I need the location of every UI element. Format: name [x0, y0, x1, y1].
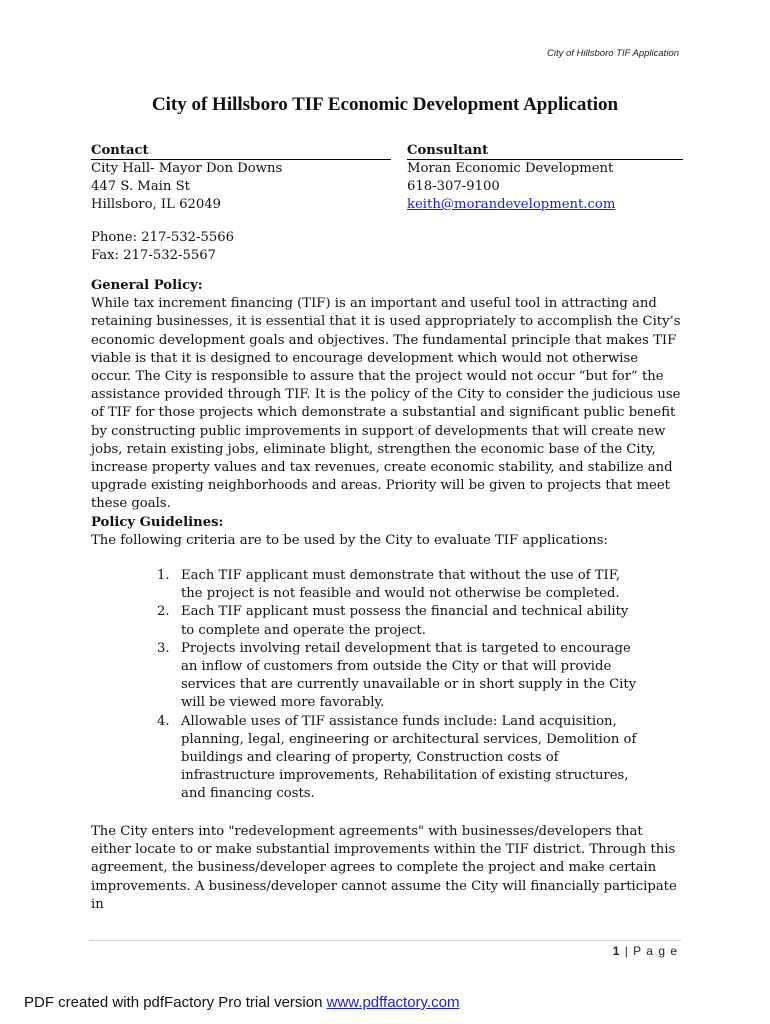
- consultant-block: [407, 142, 687, 214]
- contact-block: [91, 142, 391, 214]
- pdffactory-link[interactable]: www.pdffactory.com: [326, 994, 460, 1011]
- policy-guidelines-section: [91, 514, 681, 550]
- list-item: [157, 713, 641, 804]
- page-number-value: 1: [612, 944, 621, 958]
- general-policy-section: [91, 277, 681, 514]
- footer-divider: [89, 940, 681, 941]
- criteria-list: [157, 567, 641, 804]
- contact-heading: Contact: [91, 142, 391, 160]
- contact-line: Hillsboro, IL 62049: [91, 197, 222, 212]
- list-item: [157, 567, 641, 603]
- pdf-creator-note: [24, 994, 459, 1011]
- pdf-note-text: PDF created with pdfFactory Pro trial version: [24, 994, 327, 1011]
- list-item-text: Projects involving retail development that is targeted to encourage an inflow of customers from outside the City or that will provide services that are currently unavailable or in short supply in the City will be viewed more favorably.: [181, 640, 637, 711]
- policy-guidelines-heading: Policy Guidelines:: [91, 515, 224, 530]
- page-label: | P a g e: [624, 944, 678, 958]
- consultant-phone: 618-307-9100: [407, 179, 500, 194]
- list-item: [157, 640, 641, 713]
- page-number: [613, 944, 678, 958]
- closing-paragraph: The City enters into "redevelopment agreements" with businesses/developers that either locate to or make substantial improvements within the TIF district. Through this agreement, the business/developer agrees to complete the project and make certain improvements. A business/developer cannot assume the City will financially participate in: [91, 824, 677, 912]
- list-item: [157, 603, 641, 639]
- list-item-text: Each TIF applicant must demonstrate that without the use of TIF, the project is not feasible and would not otherwise be completed.: [181, 568, 621, 602]
- list-item-number: 4.: [157, 713, 170, 729]
- list-item-text: Allowable uses of TIF assistance funds include: Land acquisition, planning, legal, engineering or architectural services, Demolition of buildings and clearing of property, Construction costs of infrastructure improvements, Rehabilitation of existing structures, and financing costs.: [181, 713, 637, 802]
- contact-fax: Fax: 217-532-5567: [91, 248, 217, 263]
- contact-phone: Phone: 217-532-5566: [91, 230, 235, 245]
- contact-line: 447 S. Main St: [91, 179, 190, 194]
- page-title: City of Hillsboro TIF Economic Development Application: [151, 94, 619, 115]
- consultant-email-link[interactable]: keith@morandevelopment.com: [407, 197, 616, 212]
- running-header: City of Hillsboro TIF Application: [547, 48, 679, 59]
- consultant-name: Moran Economic Development: [407, 161, 614, 176]
- contact-phones: [91, 229, 234, 265]
- list-item-number: 1.: [157, 568, 170, 583]
- policy-guidelines-intro: The following criteria are to be used by the City to evaluate TIF applications:: [91, 533, 608, 549]
- contact-line: City Hall- Mayor Don Downs: [91, 161, 283, 176]
- list-item-number: 2.: [157, 604, 170, 620]
- list-item-text: Each TIF applicant must possess the financial and technical ability to complete and operate the project.: [181, 604, 629, 638]
- list-item-number: 3.: [157, 640, 170, 656]
- general-policy-text: While tax increment financing (TIF) is an important and useful tool in attracting and retaining businesses, it is essential that it is used appropriately to accomplish the City’s economic development goals and objectives. The fundamental principle that makes TIF viable is that it is designed to encourage development which would not otherwise occur. The City is responsible to assure that the project would not occur “but for” the assistance provided through TIF. It is the policy of the City to consider the judicious use of TIF for those projects which demonstrate a substantial and significant public benefit by constructing public improvements in support of developments that will create new jobs, retain existing jobs, eliminate blight, strengthen the economic base of the City, increase property values and tax revenues, create economic stability, and stabilize and upgrade existing neighborhoods and areas. Priority will be given to projects that meet these goals.: [91, 296, 681, 512]
- consultant-heading: Consultant: [407, 142, 683, 160]
- general-policy-heading: General Policy:: [91, 278, 203, 293]
